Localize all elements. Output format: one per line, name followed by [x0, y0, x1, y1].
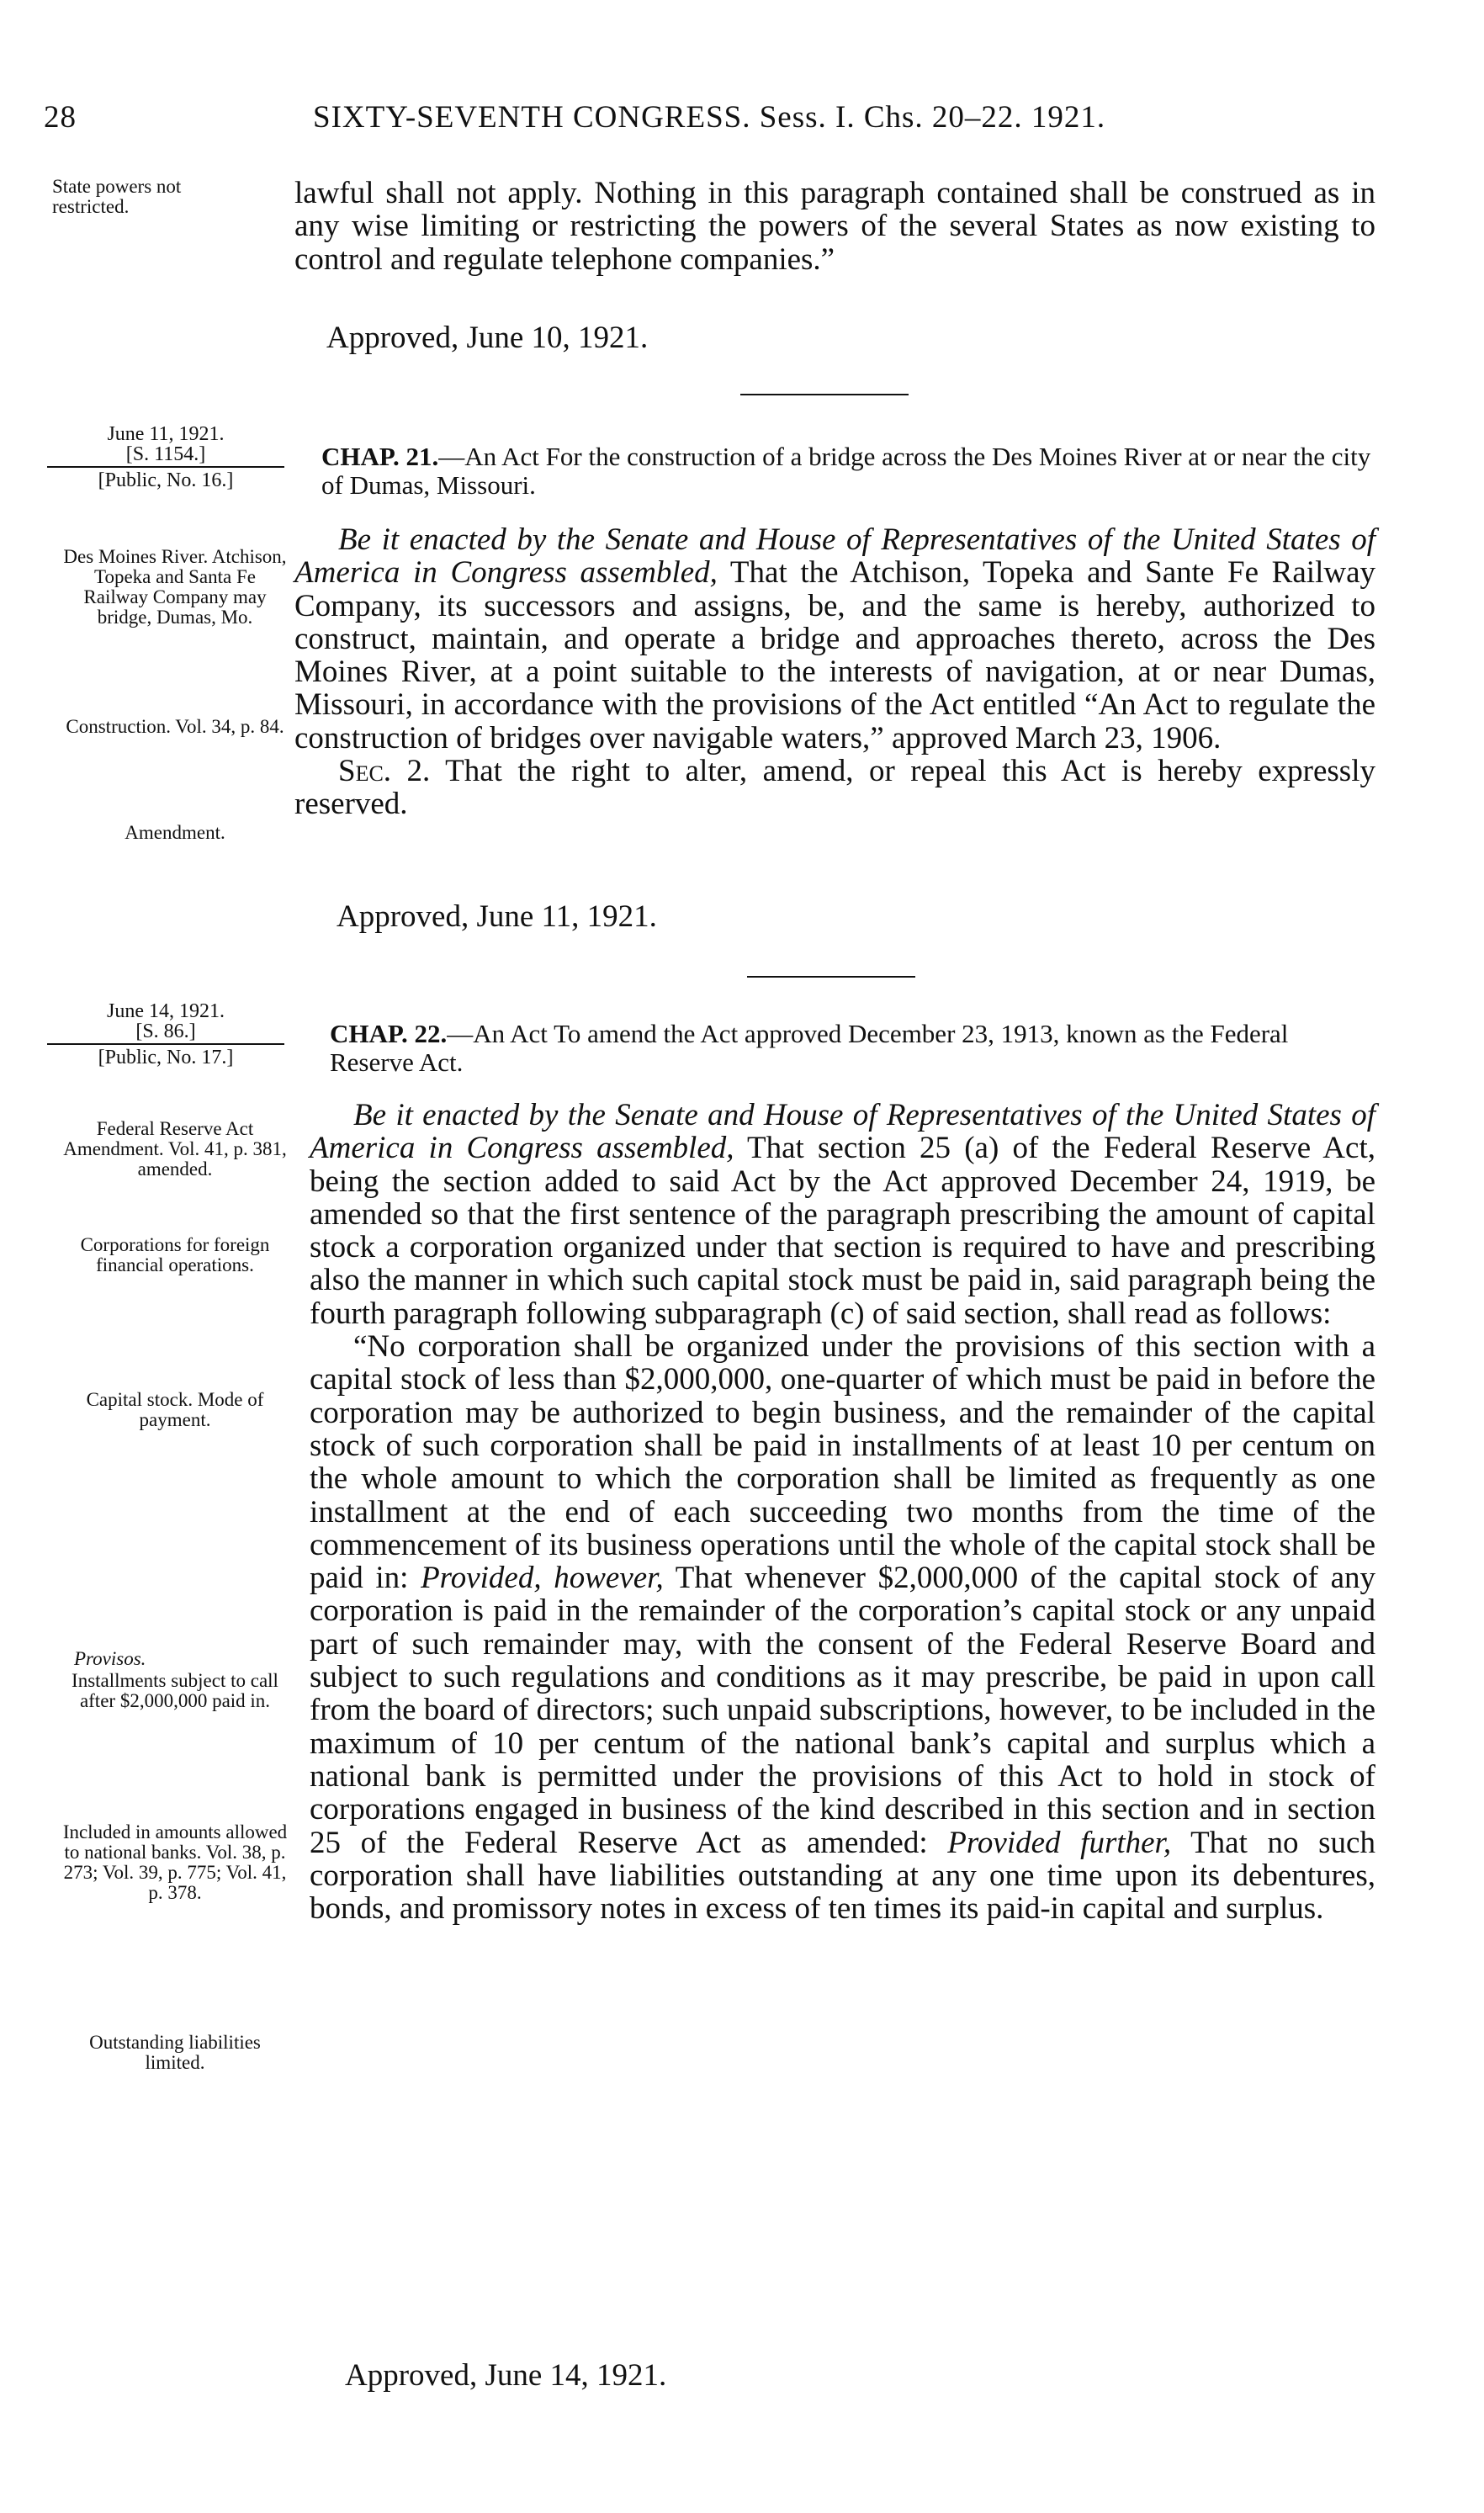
- proviso-however: Provided, however,: [421, 1561, 664, 1596]
- continuation-paragraph: [294, 177, 1375, 276]
- chapter22-quoted-section: [310, 1330, 1375, 1925]
- chapter22-date-box: [47, 1001, 284, 1068]
- chapter22-heading: [330, 1020, 1373, 1077]
- chapter22-margin-note-installments: Installments subject to call after $2,000,000 paid in.: [72, 1670, 278, 1711]
- chapter21-public-number: [Public, No. 16.]: [98, 469, 234, 491]
- chapter22-title: —An Act To amend the Act approved December 23, 1913, known as the Federal Reserve Act.: [330, 1019, 1289, 1077]
- chapter22-label: CHAP. 22.: [330, 1019, 448, 1048]
- chapter21-enacting-clause: Be it enacted by the Senate and House of Representatives of the United States of America in Congress assembled,: [294, 522, 1375, 591]
- section-divider: [747, 976, 915, 978]
- proviso-further: Provided further,: [947, 1825, 1172, 1860]
- chapter22-body2c: That no such corporation shall have liabilities outstanding at any one time upon its debentures, bonds, and promissory notes in excess of ten times its paid-in capital and surplus.: [310, 1825, 1375, 1927]
- chapter22-margin-note-national-banks: Included in amounts allowed to national banks. Vol. 38, p. 273; Vol. 39, p. 775; Vol. 41, p. 378.: [62, 1821, 288, 1903]
- chapter21-label: CHAP. 21.: [321, 442, 439, 471]
- chapter22-public-number: [Public, No. 17.]: [98, 1047, 234, 1068]
- chapter22-margin-note-liabilities: Outstanding liabilities limited.: [89, 2032, 261, 2073]
- chapter21-margin-note-construction: Construction. Vol. 34, p. 84.: [66, 716, 284, 737]
- section-divider: [740, 394, 909, 395]
- running-header: [44, 99, 1390, 150]
- chapter22-body1: That section 25 (a) of the Federal Reserve Act, being the section added to said Act by the Act approved December 24, 1919, be amended so that the first sentence of the paragraph prescribing the amount of capital stock a corporation organized under that section is required to have and prescribing also the manner in which such capital stock must be paid in, said paragraph being the fourth paragraph following subparagraph (c) of said section, shall read as follows:: [310, 1131, 1375, 1331]
- chapter22-text: [310, 1099, 1375, 1925]
- chapter22-margin-note-provisos: Provisos.: [74, 1648, 146, 1669]
- continuation-text: lawful shall not apply. Nothing in this paragraph contained shall be construed as in any wise limiting or restricting the powers of the several States as now existing to control and regulate telephone companies.”: [294, 176, 1375, 277]
- chapter21-margin-note-bridge: Des Moines River. Atchison, Topeka and Santa Fe Railway Company may bridge, Dumas, Mo.: [63, 546, 287, 628]
- approved-june-14: Approved, June 14, 1921.: [345, 2358, 667, 2393]
- chapter21-date: June 11, 1921.: [107, 423, 225, 445]
- chapter22-date: June 14, 1921.: [107, 1000, 225, 1022]
- chapter21-bill-number: [S. 1154.]: [47, 444, 284, 468]
- chapter21-heading: [321, 443, 1377, 500]
- chapter21-body: That the Atchison, Topeka and Sante Fe Railway Company, its successors and assigns, be, and the same is hereby, authorized to construct, maintain, and operate a bridge and approaches thereto, across the Des Moines River, at a point suitable to the interests of navigation, at or near Dumas, Missouri, in accordance with the provisions of the Act entitled “An Act to regulate the construction of bridges over navigable waters,” approved March 23, 1906.: [294, 555, 1375, 755]
- chapter22-enacting-clause: Be it enacted by the Senate and House of Representatives of the United States of America in Congress assembled,: [310, 1098, 1375, 1166]
- chapter21-title: —An Act For the construction of a bridge across the Des Moines River at or near the city of Dumas, Missouri.: [321, 442, 1371, 500]
- chapter21-section2: [294, 755, 1375, 821]
- chapter22-margin-note-amendment: Federal Reserve Act Amendment. Vol. 41, p. 381, amended.: [63, 1118, 287, 1180]
- margin-note-state-powers: State powers not restricted.: [52, 176, 182, 217]
- approved-june-10: Approved, June 10, 1921.: [326, 321, 649, 355]
- chapter22-margin-note-capital-stock: Capital stock. Mode of payment.: [86, 1389, 264, 1430]
- running-title: SIXTY-SEVENTH CONGRESS. Sess. I. Chs. 20–22. 1921.: [313, 100, 1106, 135]
- page-number: 28: [44, 100, 77, 135]
- chapter21-section1: [294, 523, 1375, 755]
- chapter22-body2a: “No corporation shall be organized under the provisions of this section with a capital stock of less than $2,000,000, one-quarter of which must be paid in before the corporation may be authorized to begin business, and the remainder of the capital stock of such corporation shall be paid in installments of at least 10 per centum on the whole amount to which the corporation shall be limited as frequently as one installment at the end of each succeeding two months from the time of the commencement of its business operations until the whole of the capital stock shall be paid in:: [310, 1329, 1375, 1596]
- chapter21-margin-note-amendment: Amendment.: [125, 822, 225, 843]
- chapter21-text: [294, 523, 1375, 821]
- chapter22-body2b: That whenever $2,000,000 of the capital stock of any corporation is paid in the remainder of the corporation’s capital stock or any unpaid part of such remainder may, with the consent of the Federal Reserve Board and subject to such regulations and conditions as it may prescribe, be paid in upon call from the board of directors; such unpaid subscriptions, however, to be included in the maximum of 10 per centum of the national bank’s capital and surplus which a national bank is permitted under the provisions of this Act to hold in stock of corporations engaged in business of the kind described in this section and in section 25 of the Federal Reserve Act as amended:: [310, 1561, 1376, 1860]
- approved-june-11: Approved, June 11, 1921.: [337, 899, 657, 934]
- chapter22-bill-number: [S. 86.]: [47, 1021, 284, 1045]
- chapter22-margin-note-corporations: Corporations for foreign financial operations.: [80, 1234, 270, 1275]
- chapter22-section1: [310, 1099, 1375, 1330]
- chapter21-date-box: [47, 424, 284, 490]
- chapter21-sec2-label: Sec. 2.: [338, 754, 431, 789]
- chapter21-sec2-text: That the right to alter, amend, or repeal this Act is hereby expressly reserved.: [294, 754, 1375, 822]
